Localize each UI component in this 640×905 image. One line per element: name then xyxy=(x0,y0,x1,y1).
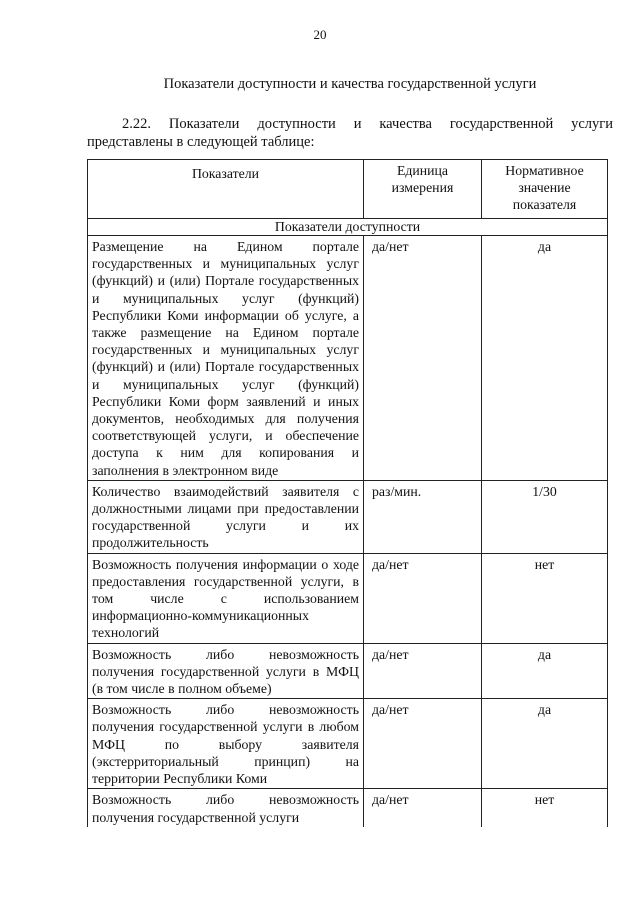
table-row xyxy=(88,699,608,789)
row-indicator: Размещение на Едином портале государственных и муниципальных услуг (функций) и (или) Портале государственных и муниципальных услуг (функций) Республики Коми информации об услуге, а также размещение на Едином портале государственных и муниципальных услуг (функций) и (или) Портале государственных и муниципальных услуг (функций) Республики Коми форм заявлений и иных документов, необходимых для получения соответствующей услуги, и обеспечение доступа к ним для копирования и заполнения в электронном виде xyxy=(88,236,364,481)
row-unit: да/нет xyxy=(364,699,482,789)
table-row xyxy=(88,236,608,481)
page-number: 20 xyxy=(313,27,327,42)
row-unit: да/нет xyxy=(364,236,482,481)
row-norm: да xyxy=(482,236,608,481)
row-norm: нет xyxy=(482,789,608,827)
intro-line-2: представлены в следующей таблице: xyxy=(87,134,315,150)
row-norm: да xyxy=(482,699,608,789)
row-unit: да/нет xyxy=(364,553,482,643)
row-norm: нет xyxy=(482,553,608,643)
indicators-table xyxy=(87,159,608,827)
table-row xyxy=(88,480,608,553)
row-unit: да/нет xyxy=(364,643,482,699)
header-indicator: Показатели xyxy=(88,160,364,219)
table-row xyxy=(88,553,608,643)
row-indicator: Возможность либо невозможность получения государственной услуги в любом МФЦ по выбору заявителя (экстерриториальный принцип) на территории Республики Коми xyxy=(88,699,364,789)
row-indicator: Возможность либо невозможность получения государственной услуги xyxy=(88,789,364,827)
header-unit: Единица измерения xyxy=(364,160,482,219)
row-norm: да xyxy=(482,643,608,699)
row-unit: раз/мин. xyxy=(364,480,482,553)
row-indicator: Возможность либо невозможность получения государственной услуги в МФЦ (в том числе в полном объеме) xyxy=(88,643,364,699)
header-norm: Нормативное значение показателя xyxy=(482,160,608,219)
section-heading: Показатели доступности и качества государственной услуги xyxy=(163,76,537,92)
table-row xyxy=(88,789,608,827)
table-header-row xyxy=(88,160,608,219)
intro-line-1: 2.22. Показатели доступности и качества государственной услуги xyxy=(122,116,613,132)
row-unit: да/нет xyxy=(364,789,482,827)
row-norm: 1/30 xyxy=(482,480,608,553)
section-title: Показатели доступности xyxy=(88,219,608,236)
row-indicator: Возможность получения информации о ходе предоставления государственной услуги, в том числе с использованием информационно-коммуникационных технологий xyxy=(88,553,364,643)
table-section-row xyxy=(88,219,608,236)
row-indicator: Количество взаимодействий заявителя с должностными лицами при предоставлении государственной услуги и их продолжительность xyxy=(88,480,364,553)
table-row xyxy=(88,643,608,699)
intro-paragraph xyxy=(87,115,613,151)
